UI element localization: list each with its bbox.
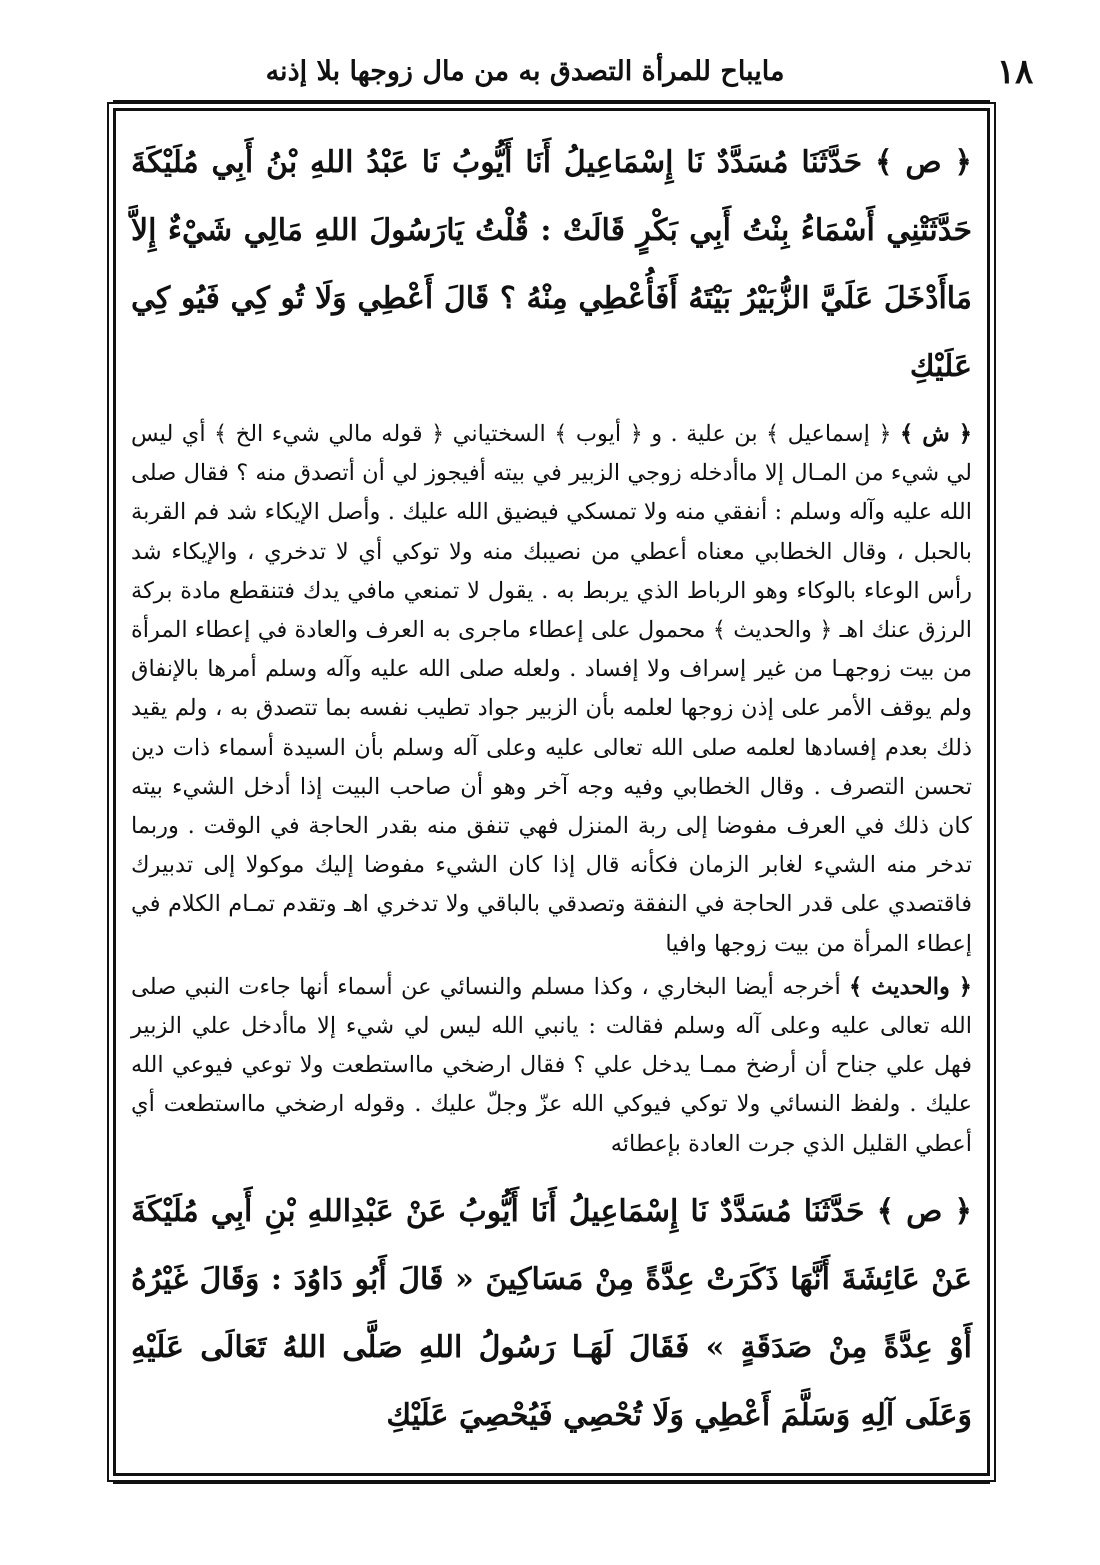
hadith-body: حَدَّثَنَا مُسَدَّدٌ نَا إِسْمَاعِيلُ أَنَا أَيُّوبُ عَنْ عَبْدِاللهِ بْنِ أَبِي مُلَيْكَةَ عَنْ عَائِشَةَ أَنَّهَا ذَكَرَتْ عِدَّةً مِنْ مَسَاكِينَ « قَالَ أَبُو دَاوُدَ : وَقَالَ غَيْرُهُ أَوْ عِدَّةً مِنْ صَدَقَةٍ » فَقَالَ لَهَـا رَسُولُ اللهِ صَلَّى اللهُ تَعَالَى عَلَيْهِ وَعَلَى آلِهِ وَسَلَّمَ أَعْطِي وَلَا تُحْصِي فَيُحْصِيَ عَلَيْكِ [131,1193,972,1433]
hadith-marker: ﴿ ص ﴾ [876,1193,972,1229]
spacer [131,1164,972,1178]
footer-rule [113,1482,990,1484]
hadith-text-1 [131,129,972,401]
commentary-marker: ﴿ ش ﴾ [899,421,972,447]
text-frame [113,108,990,1476]
running-title: مايباح للمرأة التصدق به من مال زوجها بلا إذنه [265,56,785,87]
header-rule [113,100,990,102]
spacer [131,401,972,415]
page-header [120,52,1034,100]
hadith-text-2 [131,1178,972,1450]
hadith-marker: ﴿ ص ﴾ [874,145,972,180]
page-content [131,129,972,1450]
takhrij-marker: ﴿ والحديث ﴾ [849,973,972,1000]
commentary-body: أخرجه أيضا البخاري ، وكذا مسلم والنسائي عن أسماء أنها جاءت النبي صلى الله تعالى عليه وعلى آله وسلم فقالت : يانبي الله ليس لي شيء إلا ماأدخل علي الزبير فهل علي جناح أن أرضخ ممـا يدخل علي ؟ فقال ارضخي مااستطعت ولا توعي فيوعي الله عليك . ولفظ النسائي ولا توكي فيوكي الله عزّ وجلّ عليك . وقوله ارضخي مااستطعت أي أعطي القليل الذي جرت العادة بإعطائه [131,973,972,1157]
commentary-text-2 [131,968,972,1164]
page-number: ١٨ [996,52,1034,92]
commentary-body: ﴿ إسماعيل ﴾ بن علية . و ﴿ أيوب ﴾ السختياني ﴿ قوله مالي شيء الخ ﴾ أي ليس لي شيء من المـال إلا ماأدخله زوجي الزبير في بيته أفيجوز لي أن أتصدق منه ؟ فقال صلى الله عليه وآله وسلم : أنفقي منه ولا تمسكي فيضيق الله عليك . وأصل الإيكاء شد فم القربة بالحبل ، وقال الخطابي معناه أعطي من نصيبك منه ولا توكي أي لا تدخري ، والإيكاء شد رأس الوعاء بالوكاء وهو الرباط الذي يربط به . يقول لا تمنعي مافي يدك فتنقطع مادة بركة الرزق عنك اهـ ﴿ والحديث ﴾ محمول على إعطاء ماجرى به العرف والعادة في إعطاء المرأة من بيت زوجهـا من غير إسراف ولا إفساد . ولعله صلى الله عليه وآله وسلم أمرها بالإنفاق ولم يوقف الأمر على إذن زوجها لعلمه بأن الزبير جواد تطيب نفسه بما تتصدق به ، ولم يقيد ذلك بعدم إفسادها لعلمه صلى الله تعالى عليه وعلى آله وسلم بأن السيدة أسماء ذات دين تحسن التصرف . وقال الخطابي وفيه وجه آخر وهو أن صاحب البيت إذا أدخل الشيء بيته كان ذلك في العرف مفوضا إلى ربة المنزل فهي تنفق منه بقدر الحاجة في الوقت . وربما تدخر منه الشيء لغابر الزمان فكأنه قال إذا كان الشيء مفوضا إليك موكولا إلى تدبيرك فاقتصدي على قدر الحاجة في النفقة وتصدقي بالباقي ولا تدخري اهـ وتقدم تمـام الكلام في إعطاء المرأة من بيت زوجها وافيا [131,421,972,957]
hadith-body: حَدَّثَنَا مُسَدَّدٌ نَا إِسْمَاعِيلُ أَنَا أَيُّوبُ نَا عَبْدُ اللهِ بْنُ أَبِي مُلَيْكَةَ حَدَّثَتْنِي أَسْمَاءُ بِنْتُ أَبِي بَكْرٍ قَالَتْ : قُلْتُ يَارَسُولَ اللهِ مَالِي شَيْءٌ إِلاَّ مَاأَدْخَلَ عَلَيَّ الزُّبَيْرُ بَيْتَهُ أَفَأُعْطِي مِنْهُ ؟ قَالَ أَعْطِي وَلَا تُو كِي فَيُو كِي عَلَيْكِ [131,145,972,384]
commentary-text-1 [131,415,972,964]
